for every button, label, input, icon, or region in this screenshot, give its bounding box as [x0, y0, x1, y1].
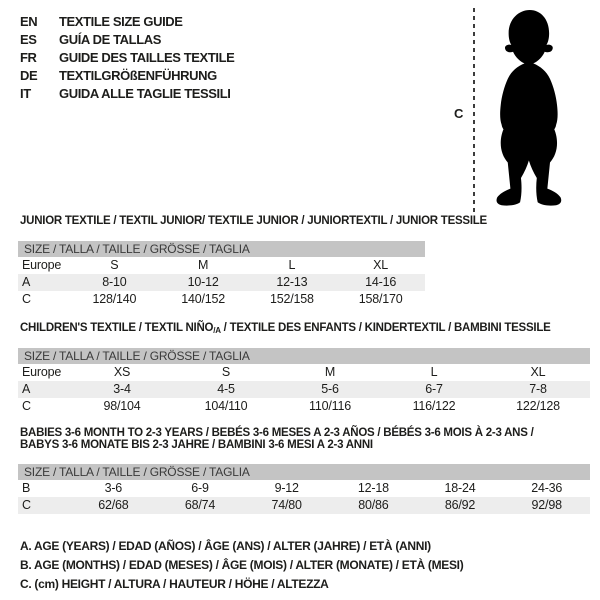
- height-c-label: C: [454, 106, 464, 121]
- babies-size-table: [18, 464, 590, 514]
- language-row-en: [20, 12, 234, 30]
- language-code: EN: [20, 13, 38, 29]
- row-label: C: [22, 498, 31, 512]
- height-cell: 140/152: [181, 292, 226, 306]
- months-cell: 9-12: [274, 481, 299, 495]
- size-cell: S: [110, 258, 119, 272]
- age-cell: 7-8: [529, 382, 547, 396]
- junior-row-age: [18, 274, 425, 291]
- months-cell: 3-6: [104, 481, 123, 495]
- footnotes: [20, 537, 463, 594]
- guide-title-fr: GUIDE DES TAILLES TEXTILE: [59, 49, 235, 65]
- children-row-age: [18, 381, 590, 398]
- junior-table-title-text: JUNIOR TEXTILE / TEXTIL JUNIOR/ TEXTILE JUNIOR / JUNIORTEXTIL / JUNIOR TESSILE: [20, 215, 487, 227]
- age-cell: 6-7: [425, 382, 443, 396]
- language-code: FR: [20, 49, 37, 65]
- months-cell: 18-24: [444, 481, 476, 495]
- row-label: A: [22, 382, 31, 396]
- size-cell: XS: [113, 365, 131, 379]
- height-cell: 92/98: [531, 498, 562, 512]
- height-measure-dashed-line: [473, 8, 475, 212]
- guide-title-en: TEXTILE SIZE GUIDE: [59, 13, 183, 29]
- age-cell: 14-16: [365, 275, 397, 289]
- size-cell: XL: [530, 365, 546, 379]
- children-table-title: [20, 322, 551, 335]
- guide-title-es: GUÍA DE TALLAS: [59, 31, 162, 47]
- babies-table-title-line2: BABYS 3-6 MONATE BIS 2-3 JAHRE / BAMBINI 3-6 MESI A 2-3 ANNI: [20, 439, 373, 451]
- children-row-height: [18, 398, 590, 415]
- guide-title-it: GUIDA ALLE TAGLIE TESSILI: [59, 85, 231, 101]
- children-size-table: [18, 348, 590, 415]
- height-cell: 116/122: [412, 399, 456, 413]
- babies-row-months: [18, 480, 590, 497]
- language-row-es: [20, 30, 234, 48]
- height-cell: 98/104: [103, 399, 141, 413]
- row-label: C: [22, 399, 31, 413]
- guide-title-de: TEXTILGRÖßENFÜHRUNG: [59, 67, 217, 83]
- months-cell: 24-36: [531, 481, 563, 495]
- height-cell: 122/128: [516, 399, 560, 413]
- row-label: C: [22, 292, 31, 306]
- age-cell: 12-13: [276, 275, 308, 289]
- height-figure: [440, 4, 590, 214]
- height-cell: 158/170: [358, 292, 403, 306]
- age-cell: 4-5: [217, 382, 235, 396]
- size-cell: L: [430, 365, 438, 379]
- footnote-b: B. AGE (MONTHS) / EDAD (MESES) / ÂGE (MOIS) / ALTER (MONATE) / ETÀ (MESI): [20, 558, 464, 572]
- toddler-silhouette-icon: [484, 8, 572, 212]
- junior-table-title: [20, 215, 487, 227]
- row-label: A: [22, 275, 31, 289]
- size-cell: M: [324, 365, 336, 379]
- height-cell: 152/158: [269, 292, 314, 306]
- height-cell: 104/110: [204, 399, 248, 413]
- junior-size-header-bar: SIZE / TALLA / TAILLE / GRÖSSE / TAGLIA: [18, 241, 425, 257]
- age-cell: 3-4: [113, 382, 131, 396]
- height-cell: 128/140: [92, 292, 137, 306]
- language-header: [20, 12, 234, 102]
- babies-size-header-bar: SIZE / TALLA / TAILLE / GRÖSSE / TAGLIA: [18, 464, 590, 480]
- months-cell: 6-9: [191, 481, 209, 495]
- children-row-europe: [18, 364, 590, 381]
- babies-row-height: [18, 497, 590, 514]
- language-code: IT: [20, 85, 31, 101]
- size-cell: XL: [373, 258, 389, 272]
- age-cell: 5-6: [321, 382, 339, 396]
- junior-row-europe: [18, 257, 425, 274]
- height-cell: 62/68: [98, 498, 129, 512]
- footnote-c: C. (cm) HEIGHT / ALTURA / HAUTEUR / HÖHE / ALTEZZA: [20, 577, 329, 591]
- size-cell: L: [288, 258, 296, 272]
- size-cell: M: [198, 258, 209, 272]
- junior-row-height: [18, 291, 425, 308]
- row-label: Europe: [22, 365, 62, 379]
- age-cell: 10-12: [187, 275, 219, 289]
- language-code: DE: [20, 67, 38, 83]
- children-size-header-bar: SIZE / TALLA / TAILLE / GRÖSSE / TAGLIA: [18, 348, 590, 364]
- height-cell: 80/86: [358, 498, 389, 512]
- babies-table-title-line1: BABIES 3-6 MONTH TO 2-3 YEARS / BEBÉS 3-6 MESES A 2-3 AÑOS / BÉBÉS 3-6 MOIS À 2-3 ANS /: [20, 427, 534, 439]
- size-cell: S: [221, 365, 231, 379]
- language-row-de: [20, 66, 234, 84]
- row-label: Europe: [22, 258, 62, 272]
- children-table-title-suffix: / TEXTILE DES ENFANTS / KINDERTEXTIL / BAMBINI TESSILE: [220, 322, 551, 334]
- children-table-title-prefix: CHILDREN'S TEXTILE / TEXTIL NIÑO: [20, 322, 214, 334]
- row-label: B: [22, 481, 31, 495]
- age-cell: 8-10: [102, 275, 127, 289]
- height-cell: 74/80: [271, 498, 302, 512]
- children-table-title-sub: /A: [213, 326, 221, 335]
- language-row-fr: [20, 48, 234, 66]
- height-cell: 86/92: [444, 498, 476, 512]
- height-cell: 68/74: [184, 498, 216, 512]
- language-code: ES: [20, 31, 37, 47]
- junior-size-table: [18, 241, 425, 308]
- height-cell: 110/116: [309, 399, 351, 413]
- babies-table-title: [20, 427, 534, 451]
- months-cell: 12-18: [357, 481, 389, 495]
- language-row-it: [20, 84, 234, 102]
- footnote-a: A. AGE (YEARS) / EDAD (AÑOS) / ÂGE (ANS) / ALTER (JAHRE) / ETÀ (ANNI): [20, 539, 431, 553]
